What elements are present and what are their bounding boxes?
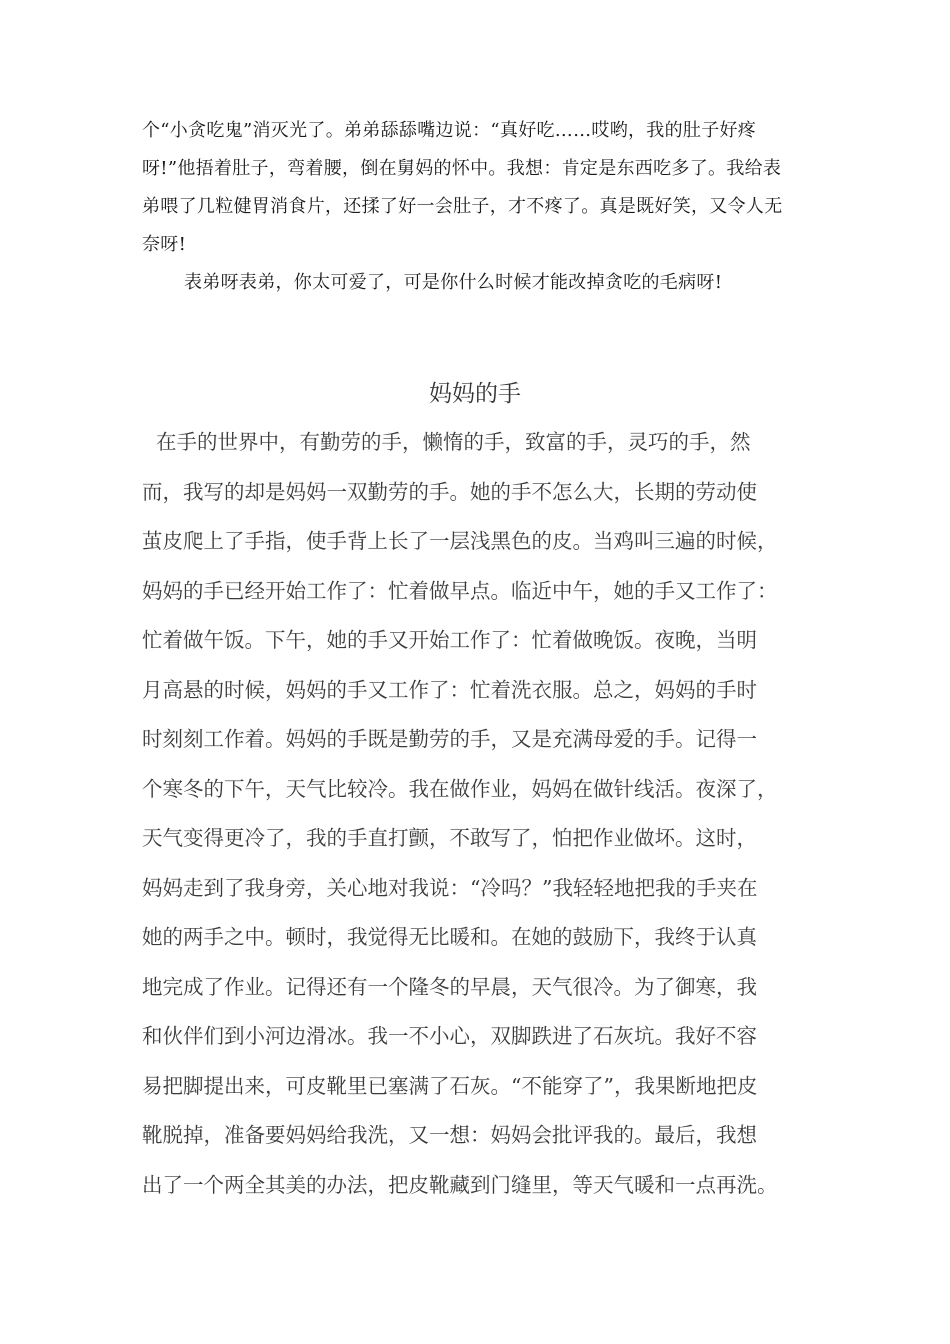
- essay-line: 妈妈走到了我身旁，关心地对我说：“冷吗？”我轻轻地把我的手夹在: [142, 875, 758, 900]
- closing-paragraph: 表弟呀表弟，你太可爱了，可是你什么时候才能改掉贪吃的毛病呀!: [184, 272, 723, 293]
- essay-line: 而，我写的却是妈妈一双勤劳的手。她的手不怎么大，长期的劳动使: [142, 479, 757, 504]
- essay-line: 天气变得更冷了，我的手直打颤，不敢写了，怕把作业做坏。这时，: [142, 826, 757, 850]
- essay-title: 妈妈的手: [429, 381, 521, 407]
- essay-line: 靴脱掉，准备要妈妈给我洗，又一想：妈妈会批评我的。最后，我想: [142, 1123, 757, 1147]
- essay-line: 忙着做午饭。下午，她的手又开始工作了：忙着做晚饭。夜晚，当明: [142, 628, 757, 652]
- essay-line: 时刻刻工作着。妈妈的手既是勤劳的手，又是充满母爱的手。记得一: [142, 727, 757, 751]
- essay-line: 出了一个两全其美的办法，把皮靴藏到门缝里，等天气暖和一点再洗。: [142, 1172, 778, 1197]
- essay-line: 地完成了作业。记得还有一个隆冬的早晨，天气很冷。为了御寒，我: [142, 974, 757, 999]
- essay-line: 月高悬的时候，妈妈的手又工作了：忙着洗衣服。总之，妈妈的手时: [142, 677, 757, 702]
- essay-line: 在手的世界中，有勤劳的手，懒惰的手，致富的手，灵巧的手，然: [156, 430, 751, 454]
- essay-line: 和伙伴们到小河边滑冰。我一不小心，双脚跌进了石灰坑。我好不容: [142, 1024, 757, 1048]
- paragraph-line: 呀!”他捂着肚子，弯着腰，倒在舅妈的怀中。我想：肯定是东西吃多了。我给表: [142, 158, 782, 179]
- previous-story-ending: [142, 112, 822, 302]
- essay-body: [142, 418, 842, 1210]
- essay-line: 个寒冬的下午，天气比较冷。我在做作业，妈妈在做针线活。夜深了，: [142, 776, 778, 801]
- essay-line: 她的两手之中。顿时，我觉得无比暖和。在她的鼓励下，我终于认真: [142, 925, 757, 949]
- essay-line: 妈妈的手已经开始工作了：忙着做早点。临近中午，她的手又工作了：: [142, 578, 778, 603]
- essay-line: 茧皮爬上了手指，使手背上长了一层浅黑色的皮。当鸡叫三遍的时候，: [142, 529, 778, 553]
- essay-line: 易把脚提出来，可皮靴里已塞满了石灰。“不能穿了”，我果断地把皮: [142, 1073, 758, 1098]
- paragraph-line: 奈呀!: [142, 234, 187, 255]
- paragraph-line: 弟喂了几粒健胃消食片，还揉了好一会肚子，才不疼了。真是既好笑，又令人无: [142, 196, 783, 217]
- paragraph-line: 个“小贪吃鬼”消灭光了。弟弟舔舔嘴边说：“真好吃……哎哟，我的肚子好疼: [142, 120, 757, 141]
